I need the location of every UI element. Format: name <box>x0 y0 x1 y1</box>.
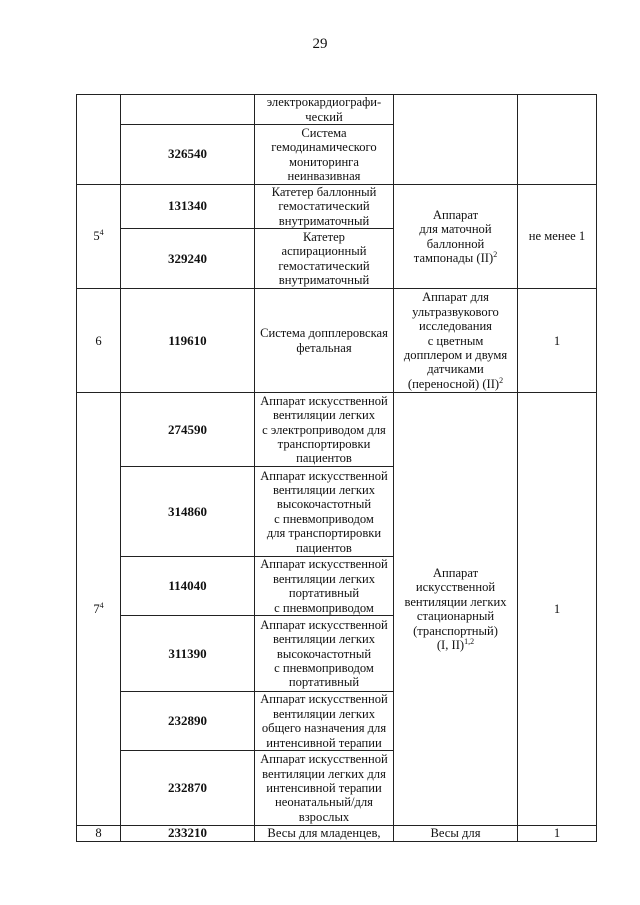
quantity-cell <box>518 95 597 185</box>
device-name-cell <box>255 826 394 841</box>
device-name-cell <box>255 467 394 557</box>
required-device: Аппарат искусственной вентиляции легких стационарный (транспортный) (I, II) <box>404 566 507 653</box>
device-code: 114040 <box>168 578 207 594</box>
item-number-cell <box>77 826 121 841</box>
device-name: Система допплеровская фетальная <box>260 326 388 355</box>
device-name: Аппарат искусственной вентиляции легких высокочастотный с пневмоприводом портативный <box>260 617 388 690</box>
device-name: Аппарат искусственной вентиляции легких с электроприводом для транспортировки пациентов <box>260 393 388 466</box>
required-device: Аппарат для маточной баллонной тампонады (II) <box>413 207 494 266</box>
code-cell <box>121 185 255 229</box>
item-number: 7 <box>93 602 100 617</box>
device-name: Аппарат искусственной вентиляции легких общего назначения для интенсивной терапии <box>260 692 388 750</box>
code-cell <box>121 616 255 692</box>
device-name: Весы для младенцев, <box>267 826 381 841</box>
table-row <box>77 95 597 125</box>
code-cell <box>121 95 255 125</box>
quantity-cell <box>518 826 597 841</box>
item-number-cell <box>77 185 121 289</box>
required-device: Аппарат для ультразвукового исследования с цветным допплером и двумя датчиками (переносной) (II) <box>403 290 508 391</box>
device-code: 329240 <box>168 250 207 266</box>
device-name-cell <box>255 692 394 751</box>
item-number: 6 <box>95 333 102 348</box>
code-cell <box>121 229 255 289</box>
device-name-cell <box>255 616 394 692</box>
code-cell <box>121 826 255 841</box>
item-number: 8 <box>95 826 102 841</box>
code-cell <box>121 125 255 185</box>
required-device-cell <box>394 185 518 289</box>
code-cell <box>121 289 255 393</box>
code-cell <box>121 751 255 826</box>
required-device-cell <box>394 95 518 185</box>
item-number-footnote: 4 <box>99 228 104 238</box>
device-name-cell <box>255 751 394 826</box>
quantity: 1 <box>553 826 561 841</box>
device-name-cell <box>255 95 394 125</box>
device-name: Катетер аспирационный гемостатический внутриматочный <box>278 229 370 288</box>
required-device-footnote: 2 <box>493 249 498 259</box>
quantity: не менее 1 <box>528 229 586 244</box>
table-row <box>77 185 597 229</box>
device-code: 232890 <box>168 713 207 729</box>
device-name: Катетер баллонный гемостатический внутриматочный <box>271 185 377 228</box>
item-number-footnote: 4 <box>99 600 104 610</box>
item-number-cell <box>77 289 121 393</box>
device-code: 232870 <box>168 780 207 796</box>
device-name: Система гемодинамического мониторинга неинвазивная <box>271 125 377 183</box>
device-name: электрокардиографи- ческий <box>266 95 382 124</box>
device-name-cell <box>255 289 394 393</box>
device-name-cell <box>255 125 394 185</box>
device-code: 233210 <box>168 825 207 841</box>
device-code: 314860 <box>168 503 207 519</box>
quantity-cell <box>518 185 597 289</box>
item-number: 5 <box>93 229 100 244</box>
device-name: Аппарат искусственной вентиляции легких портативный с пневмоприводом <box>260 557 388 615</box>
device-name: Аппарат искусственной вентиляции легких высокочастотный с пневмоприводом для транспортировки пациентов <box>260 468 388 555</box>
required-device-cell <box>394 826 518 841</box>
required-device: Весы для <box>430 826 481 841</box>
device-code: 119610 <box>168 332 207 348</box>
device-name-cell <box>255 557 394 616</box>
item-number-cell <box>77 393 121 826</box>
device-code: 274590 <box>168 421 207 437</box>
device-code: 131340 <box>168 198 207 214</box>
code-cell <box>121 692 255 751</box>
required-device-cell <box>394 393 518 826</box>
required-device-footnote: 2 <box>499 375 504 385</box>
device-name-cell <box>255 229 394 289</box>
device-code: 311390 <box>168 645 207 661</box>
code-cell <box>121 393 255 467</box>
equipment-table <box>76 94 597 842</box>
quantity-cell <box>518 289 597 393</box>
page-number: 29 <box>312 36 328 52</box>
device-name-cell <box>255 185 394 229</box>
quantity: 1 <box>553 333 561 348</box>
table-row <box>77 289 597 393</box>
code-cell <box>121 467 255 557</box>
table-row <box>77 826 597 841</box>
quantity-cell <box>518 393 597 826</box>
device-name-cell <box>255 393 394 467</box>
required-device-footnote: 1,2 <box>464 636 475 646</box>
quantity: 1 <box>553 602 561 617</box>
table-row <box>77 393 597 467</box>
required-device-cell <box>394 289 518 393</box>
device-name: Аппарат искусственной вентиляции легких для интенсивной терапии неонатальный/для взрослых <box>260 752 388 824</box>
code-cell <box>121 557 255 616</box>
device-code: 326540 <box>168 146 207 162</box>
item-number-cell <box>77 95 121 185</box>
